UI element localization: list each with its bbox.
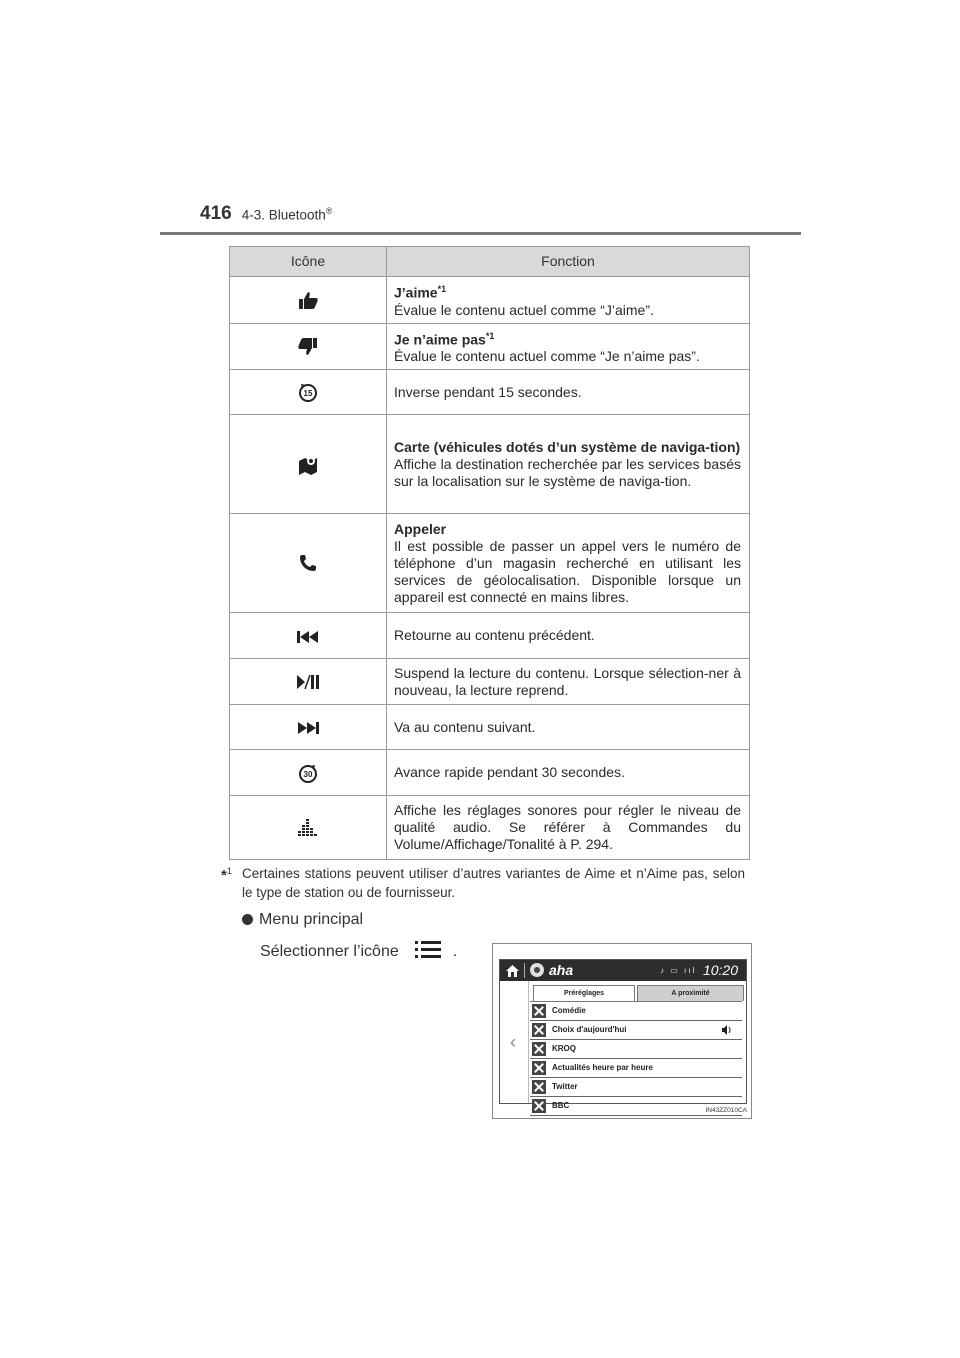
station-list [530,1001,742,1116]
page-number: 416 [200,203,232,224]
list-item[interactable]: KROQ [530,1040,742,1059]
next-track-icon [296,721,320,735]
bullet-icon [242,914,253,925]
table-row [230,796,750,860]
row-text: Affiche la destination recherchée par les services basés sur la localisation sur le système de naviga-tion. [394,455,741,489]
station-icon [532,1061,546,1075]
footnote [221,864,745,902]
thumbs-down-icon [298,338,318,356]
table-row [230,750,750,796]
function-column-header: Fonction [387,247,750,277]
station-icon [532,1042,546,1056]
menu-list-icon [415,940,441,963]
row-text: Avance rapide pendant 30 secondes. [394,764,625,781]
station-icon [532,1080,546,1094]
svg-text:15: 15 [303,389,313,399]
row-title: J’aime$^{*1}$ [394,284,447,301]
row-text: Affiche les réglages sonores pour régler le niveau de qualité audio. Se référer à Commandes du Volume/Affichage/Tonalité à P. 294. [394,802,741,853]
table-header-row [230,247,750,277]
previous-track-icon [296,630,320,644]
row-title: Appeler [394,520,447,537]
phone-icon [299,554,317,572]
map-pin-icon [297,453,319,475]
row-text: Suspend la lecture du contenu. Lorsque sélection-ner à nouveau, la lecture reprend. [394,664,741,698]
equalizer-icon [297,818,319,838]
list-item[interactable]: Twitter [530,1078,742,1097]
row-text: Va au contenu suivant. [394,718,536,735]
home-icon[interactable] [506,964,519,982]
row-text: Inverse pendant 15 secondes. [394,383,582,400]
table-row [230,323,750,370]
list-item[interactable]: BBC [530,1097,742,1116]
row-text: Il est possible de passer un appel vers le numéro de téléphone d’un magasin recherché en utilisant les services de géolocalisation. Disponible lorsque un appareil est connecté en mains libres. [394,537,741,605]
back-arrow-icon[interactable]: ‹ [510,1032,516,1052]
status-bar [500,960,746,981]
menu-instruction: Sélectionner l’icône . [260,940,457,963]
tab-presets[interactable]: Préréglages [533,985,635,1001]
head-unit-screen [499,959,747,1110]
forward-30-icon [297,762,319,784]
footnote-text: Certaines stations peuvent utiliser d’autres variantes de Aime et n’Aime pas, selon le type de station ou de fournisseur. [242,866,745,900]
table-row [230,613,750,659]
row-text: Évalue le contenu actuel comme “J’aime”. [394,301,654,318]
table-row [230,415,750,514]
signal-icon: ♪ ▭ ııl [660,966,697,975]
aha-menu-screenshot [492,943,752,1119]
table-row [230,659,750,705]
table-cell-icon [230,277,387,324]
rewind-15-icon [297,381,319,403]
function-table [229,246,750,860]
row-text: Évalue le contenu actuel comme “Je n’aime pas”. [394,348,700,365]
footnote-mark: *$^1$ [221,866,232,884]
aha-logo-icon [530,963,544,977]
icon-column-header: Icône [230,247,387,277]
station-icon [532,1023,546,1037]
image-code: IN43ZZ010CA [705,1107,747,1114]
divider [524,963,525,978]
speaker-icon [722,1025,732,1035]
list-item[interactable]: Actualités heure par heure [530,1059,742,1078]
clock: 10:20 [702,962,738,978]
menu-section-heading: Menu principal [242,911,363,929]
table-row [230,277,750,324]
thumbs-up-icon [298,291,318,309]
row-text: Retourne au contenu précédent. [394,627,595,644]
tab-nearby[interactable]: A proximité [637,985,744,1001]
row-title: Je n’aime pas$^{*1}$ [394,330,495,348]
row-title: Carte (véhicules dotés d’un système de naviga-tion) [394,438,741,455]
app-name: aha [549,962,574,978]
table-row [230,514,750,613]
list-item[interactable]: Comédie [530,1002,742,1021]
header-rule [160,232,801,235]
table-row [230,370,750,415]
list-item[interactable]: Choix d'aujourd'hui [530,1021,742,1040]
svg-text:30: 30 [303,769,313,779]
station-icon [532,1099,546,1113]
table-row [230,705,750,750]
divider [528,981,529,1103]
station-icon [532,1004,546,1018]
play-pause-icon [296,674,320,690]
page-header [200,203,332,225]
section-title: 4-3. Bluetooth® [241,205,333,222]
